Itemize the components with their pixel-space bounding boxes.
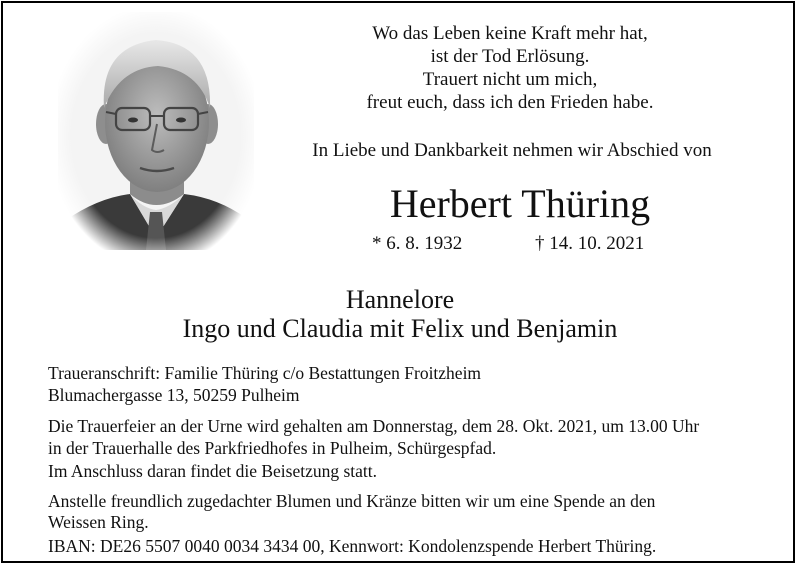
death-date: † 14. 10. 2021 xyxy=(535,233,645,254)
deceased-name: Herbert Thüring xyxy=(389,181,651,226)
portrait-photo xyxy=(58,12,254,250)
poem-line: ist der Tod Erlösung. xyxy=(430,46,590,67)
birth-date: * 6. 8. 1932 xyxy=(372,233,463,254)
ceremony-line: Die Trauerfeier an der Urne wird gehalten am Donnerstag, dem 28. Okt. 2021, um 13.00 Uhr xyxy=(48,416,700,436)
poem-line: Trauert nicht um mich, xyxy=(422,69,598,90)
farewell-text: In Liebe und Dankbarkeit nehmen wir Abschied von xyxy=(312,140,712,161)
poem-line: Wo das Leben keine Kraft mehr hat, xyxy=(372,23,648,44)
ceremony-line: in der Trauerhalle des Parkfriedhofes in Pulheim, Schürgespfad. xyxy=(48,438,497,458)
iban-line: IBAN: DE26 5507 0040 0034 3434 00, Kennwort: Kondolenzspende Herbert Thüring. xyxy=(48,536,657,556)
donation-line: Weissen Ring. xyxy=(48,512,149,532)
ceremony-line: Im Anschluss daran findet die Beisetzung statt. xyxy=(48,461,378,481)
poem-line: freut euch, dass ich den Frieden habe. xyxy=(366,92,654,113)
address-line: Traueranschrift: Familie Thüring c/o Bestattungen Froitzheim xyxy=(48,363,482,383)
mourner-line: Hannelore xyxy=(345,285,455,314)
address-line: Blumachergasse 13, 50259 Pulheim xyxy=(48,385,300,405)
mourner-line: Ingo und Claudia mit Felix und Benjamin xyxy=(182,314,618,343)
donation-line: Anstelle freundlich zugedachter Blumen und Kränze bitten wir um eine Spende an den xyxy=(48,491,656,511)
